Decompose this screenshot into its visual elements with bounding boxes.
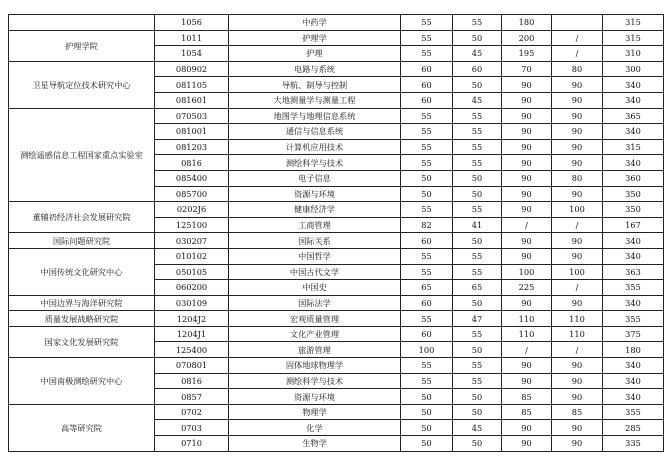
foreign-language-score-cell: 45 [453,46,502,62]
major-name-cell: 测绘科学与技术 [229,155,401,171]
politics-score-cell: 60 [401,233,453,249]
politics-score-cell: 55 [401,124,453,140]
foreign-language-score-cell: 55 [453,373,502,389]
politics-score-cell: 50 [401,186,453,202]
foreign-language-score-cell: 55 [453,139,502,155]
politics-score-cell: 50 [401,170,453,186]
subject1-score-cell: 110 [502,311,552,327]
major-code-cell: 0816 [155,155,229,171]
politics-score-cell: 50 [401,420,453,436]
foreign-language-score-cell: 50 [453,77,502,93]
subject2-score-cell: 90 [552,389,603,405]
foreign-language-score-cell: 55 [453,326,502,342]
major-name-cell: 大地测量学与测量工程 [229,92,401,108]
major-name-cell: 国际关系 [229,233,401,249]
major-name-cell: 护理学 [229,30,401,46]
subject2-score-cell: 90 [552,124,603,140]
total-score-cell: 335 [603,436,664,452]
subject1-score-cell: 200 [502,30,552,46]
major-name-cell: 中国古代文学 [229,264,401,280]
table-row [9,108,664,124]
major-name-cell: 导航、制导与控制 [229,77,401,93]
major-code-cell: 081105 [155,77,229,93]
unit-name-cell: 护理学院 [9,30,155,61]
subject2-score-cell [552,15,603,31]
subject2-score-cell: 85 [552,404,603,420]
subject1-score-cell: 90 [502,295,552,311]
politics-score-cell: 100 [401,342,453,358]
foreign-language-score-cell: 45 [453,92,502,108]
total-score-cell: 340 [603,92,664,108]
major-name-cell: 护理 [229,46,401,62]
foreign-language-score-cell: 50 [453,30,502,46]
table-row [9,202,664,218]
foreign-language-score-cell: 55 [453,108,502,124]
major-code-cell: 0703 [155,420,229,436]
total-score-cell: 340 [603,373,664,389]
politics-score-cell: 55 [401,108,453,124]
subject2-score-cell: 100 [552,202,603,218]
major-code-cell: 070801 [155,358,229,374]
major-name-cell: 生物学 [229,436,401,452]
subject1-score-cell: 90 [502,186,552,202]
total-score-cell: 340 [603,77,664,93]
subject1-score-cell: 225 [502,280,552,296]
politics-score-cell: 60 [401,295,453,311]
major-code-cell: 1204J1 [155,326,229,342]
subject1-score-cell: 90 [502,358,552,374]
politics-score-cell: 55 [401,30,453,46]
politics-score-cell: 60 [401,77,453,93]
politics-score-cell: 60 [401,92,453,108]
subject1-score-cell: 110 [502,326,552,342]
major-code-cell: 070503 [155,108,229,124]
subject1-score-cell: 90 [502,248,552,264]
politics-score-cell: 50 [401,404,453,420]
table-body [9,15,664,452]
politics-score-cell: 82 [401,217,453,233]
major-name-cell: 资源与环境 [229,186,401,202]
major-code-cell: 081601 [155,92,229,108]
unit-name-cell: 中国南极测绘研究中心 [9,358,155,405]
subject2-score-cell: 90 [552,295,603,311]
subject2-score-cell: 90 [552,436,603,452]
major-name-cell: 化学 [229,420,401,436]
total-score-cell: 310 [603,46,664,62]
politics-score-cell: 50 [401,436,453,452]
subject2-score-cell: 90 [552,186,603,202]
politics-score-cell: 55 [401,155,453,171]
subject1-score-cell: 90 [502,436,552,452]
major-name-cell: 国际法学 [229,295,401,311]
politics-score-cell: 55 [401,358,453,374]
major-code-cell: 1011 [155,30,229,46]
politics-score-cell: 55 [401,46,453,62]
politics-score-cell: 55 [401,139,453,155]
major-name-cell: 计算机应用技术 [229,139,401,155]
major-code-cell: 081203 [155,139,229,155]
subject2-score-cell: 90 [552,373,603,389]
politics-score-cell: 55 [401,373,453,389]
subject2-score-cell: 90 [552,155,603,171]
subject2-score-cell: 80 [552,170,603,186]
major-name-cell: 旅游管理 [229,342,401,358]
subject2-score-cell: 110 [552,311,603,327]
foreign-language-score-cell: 41 [453,217,502,233]
subject1-score-cell: 90 [502,92,552,108]
total-score-cell: 340 [603,248,664,264]
foreign-language-score-cell: 50 [453,389,502,405]
major-code-cell: 085700 [155,186,229,202]
subject2-score-cell: 90 [552,358,603,374]
major-code-cell: 1054 [155,46,229,62]
foreign-language-score-cell: 55 [453,155,502,171]
subject2-score-cell: 100 [552,264,603,280]
table-row [9,295,664,311]
foreign-language-score-cell: 50 [453,170,502,186]
politics-score-cell: 60 [401,61,453,77]
table-row [9,15,664,31]
foreign-language-score-cell: 47 [453,311,502,327]
table-row [9,311,664,327]
subject2-score-cell: 110 [552,326,603,342]
major-name-cell: 资源与环境 [229,389,401,405]
foreign-language-score-cell: 55 [453,202,502,218]
total-score-cell: 360 [603,170,664,186]
major-name-cell: 中药学 [229,15,401,31]
subject1-score-cell: 90 [502,124,552,140]
politics-score-cell: 60 [401,326,453,342]
major-code-cell: 1056 [155,15,229,31]
politics-score-cell: 55 [401,202,453,218]
major-code-cell: 125400 [155,342,229,358]
total-score-cell: 300 [603,61,664,77]
unit-name-cell: 国际问题研究院 [9,233,155,249]
subject1-score-cell: / [502,342,552,358]
subject2-score-cell: / [552,342,603,358]
major-name-cell: 健康经济学 [229,202,401,218]
major-name-cell: 电子信息 [229,170,401,186]
score-table [8,14,664,452]
subject1-score-cell: 70 [502,61,552,77]
major-name-cell: 固体地球物理学 [229,358,401,374]
unit-name-cell [9,15,155,31]
subject1-score-cell: 90 [502,139,552,155]
foreign-language-score-cell: 55 [453,124,502,140]
table-row [9,30,664,46]
foreign-language-score-cell: 50 [453,436,502,452]
table-row [9,404,664,420]
major-name-cell: 电路与系统 [229,61,401,77]
table-row [9,61,664,77]
major-code-cell: 0710 [155,436,229,452]
major-code-cell: 0816 [155,373,229,389]
major-name-cell: 中国史 [229,280,401,296]
total-score-cell: 180 [603,342,664,358]
major-code-cell: 030207 [155,233,229,249]
major-name-cell: 中国哲学 [229,248,401,264]
table-row [9,248,664,264]
major-code-cell: 085400 [155,170,229,186]
foreign-language-score-cell: 50 [453,295,502,311]
major-name-cell: 测绘科学与技术 [229,373,401,389]
major-code-cell: 050105 [155,264,229,280]
table-row [9,233,664,249]
subject1-score-cell: 195 [502,46,552,62]
subject1-score-cell: 85 [502,389,552,405]
subject2-score-cell: 90 [552,233,603,249]
politics-score-cell: 55 [401,15,453,31]
total-score-cell: 365 [603,108,664,124]
politics-score-cell: 55 [401,264,453,280]
total-score-cell: 285 [603,420,664,436]
subject1-score-cell: 90 [502,373,552,389]
table-row [9,326,664,342]
total-score-cell: 340 [603,358,664,374]
total-score-cell: 350 [603,186,664,202]
total-score-cell: 315 [603,30,664,46]
total-score-cell: 167 [603,217,664,233]
subject2-score-cell: 90 [552,248,603,264]
subject2-score-cell: / [552,46,603,62]
unit-name-cell: 国家文化发展研究院 [9,326,155,357]
foreign-language-score-cell: 50 [453,342,502,358]
major-code-cell: 1204J2 [155,311,229,327]
subject2-score-cell: / [552,280,603,296]
subject2-score-cell: 90 [552,139,603,155]
total-score-cell: 375 [603,326,664,342]
subject1-score-cell: 90 [502,108,552,124]
subject1-score-cell: 90 [502,170,552,186]
total-score-cell: 315 [603,139,664,155]
foreign-language-score-cell: 60 [453,61,502,77]
foreign-language-score-cell: 55 [453,248,502,264]
subject1-score-cell: 100 [502,264,552,280]
total-score-cell: 355 [603,404,664,420]
major-code-cell: 080902 [155,61,229,77]
major-name-cell: 工商管理 [229,217,401,233]
major-code-cell: 060200 [155,280,229,296]
unit-name-cell: 卫星导航定位技术研究中心 [9,61,155,108]
major-code-cell: 030109 [155,295,229,311]
subject1-score-cell: 90 [502,155,552,171]
subject2-score-cell: / [552,217,603,233]
major-name-cell: 文化产业管理 [229,326,401,342]
major-code-cell: 010102 [155,248,229,264]
subject1-score-cell: 90 [502,202,552,218]
total-score-cell: 340 [603,295,664,311]
total-score-cell: 315 [603,15,664,31]
politics-score-cell: 55 [401,311,453,327]
major-name-cell: 宏观质量管理 [229,311,401,327]
major-name-cell: 通信与信息系统 [229,124,401,140]
politics-score-cell: 55 [401,248,453,264]
unit-name-cell: 质量发展战略研究院 [9,311,155,327]
major-code-cell: 0702 [155,404,229,420]
major-code-cell: 081001 [155,124,229,140]
foreign-language-score-cell: 55 [453,15,502,31]
subject1-score-cell: 90 [502,77,552,93]
foreign-language-score-cell: 55 [453,358,502,374]
major-name-cell: 物理学 [229,404,401,420]
unit-name-cell: 中国传统文化研究中心 [9,248,155,295]
major-code-cell: 0857 [155,389,229,405]
subject2-score-cell: 80 [552,61,603,77]
total-score-cell: 355 [603,311,664,327]
unit-name-cell: 中国边界与海洋研究院 [9,295,155,311]
major-code-cell: 125100 [155,217,229,233]
subject1-score-cell: 90 [502,420,552,436]
total-score-cell: 340 [603,389,664,405]
subject1-score-cell: 180 [502,15,552,31]
foreign-language-score-cell: 55 [453,264,502,280]
major-name-cell: 地图学与地理信息系统 [229,108,401,124]
subject2-score-cell: 90 [552,77,603,93]
unit-name-cell: 测绘遥感信息工程国家重点实验室 [9,108,155,202]
subject2-score-cell: 90 [552,108,603,124]
subject2-score-cell: 90 [552,92,603,108]
foreign-language-score-cell: 50 [453,404,502,420]
subject2-score-cell: / [552,30,603,46]
unit-name-cell: 高等研究院 [9,404,155,451]
total-score-cell: 363 [603,264,664,280]
foreign-language-score-cell: 50 [453,186,502,202]
politics-score-cell: 65 [401,280,453,296]
total-score-cell: 340 [603,124,664,140]
foreign-language-score-cell: 65 [453,280,502,296]
total-score-cell: 350 [603,202,664,218]
subject2-score-cell: 90 [552,420,603,436]
total-score-cell: 340 [603,155,664,171]
total-score-cell: 340 [603,233,664,249]
subject1-score-cell: / [502,217,552,233]
subject1-score-cell: 90 [502,233,552,249]
politics-score-cell: 50 [401,389,453,405]
unit-name-cell: 董辅礽经济社会发展研究院 [9,202,155,233]
major-code-cell: 0202J6 [155,202,229,218]
table-row [9,358,664,374]
subject1-score-cell: 85 [502,404,552,420]
foreign-language-score-cell: 45 [453,420,502,436]
total-score-cell: 355 [603,280,664,296]
foreign-language-score-cell: 50 [453,233,502,249]
